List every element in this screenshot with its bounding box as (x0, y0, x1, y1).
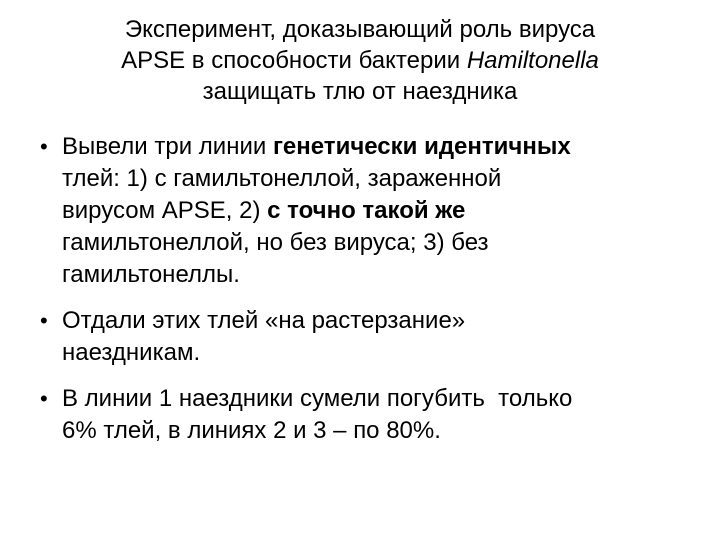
text-line (62, 337, 678, 369)
text-segment: Hamiltonella (466, 47, 599, 74)
text-line (62, 131, 678, 163)
bullet-item (38, 305, 678, 369)
bullet-item (38, 131, 678, 291)
text-segment: Эксперимент, доказывающий роль вируса (124, 16, 596, 43)
text-line (62, 305, 678, 337)
text-line (62, 195, 678, 227)
text-line (0, 45, 720, 76)
text-segment: Отдали этих тлей «на растерзание» (62, 307, 466, 334)
text-line (0, 76, 720, 107)
slide-title (0, 14, 720, 107)
text-segment: В линии 1 наездники сумели погубить только (62, 385, 573, 412)
bullet-icon: • (40, 134, 48, 159)
text-line (62, 415, 678, 447)
bullet-icon: • (40, 308, 48, 333)
text-segment: с точно такой же (267, 197, 466, 224)
text-segment: 6% тлей, в линиях 2 и 3 – по 80%. (62, 417, 441, 444)
text-line (62, 259, 678, 291)
bullet-item (38, 383, 678, 447)
text-line (62, 227, 678, 259)
text-segment: наездникам. (62, 339, 201, 366)
bullet-list (38, 131, 678, 447)
text-segment: APSE в способности бактерии (121, 47, 467, 74)
text-line (62, 163, 678, 195)
text-segment: вирусом APSE, 2) (62, 197, 268, 224)
text-line (0, 14, 720, 45)
text-segment: тлей: 1) с гамильтонеллой, зараженной (62, 165, 502, 192)
text-segment: защищать тлю от наездника (202, 78, 518, 105)
text-segment: генетически идентичных (272, 133, 571, 160)
text-segment: Вывели три линии (62, 133, 273, 160)
text-segment: гамильтонеллы. (62, 261, 240, 288)
text-line (62, 383, 678, 415)
text-segment: гамильтонеллой, но без вируса; 3) без (62, 229, 489, 256)
bullet-icon: • (40, 386, 48, 411)
